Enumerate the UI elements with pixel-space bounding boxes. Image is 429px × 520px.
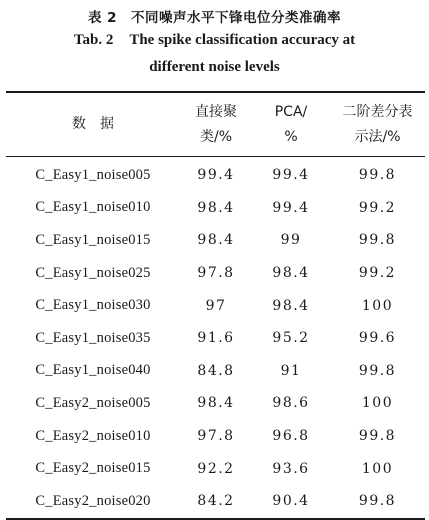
accuracy-table <box>6 91 425 520</box>
cell-pca: 95.2 <box>272 330 310 347</box>
cell-second-order-difference: 99.8 <box>358 362 397 379</box>
table-number-english: Tab. 2 <box>73 32 114 48</box>
table-row <box>6 420 425 453</box>
header-data-label: 数据 <box>72 116 128 132</box>
table-row <box>6 322 425 355</box>
table-body <box>6 157 425 519</box>
table-row <box>6 485 425 519</box>
cell-second-order-difference: 99.2 <box>358 199 397 216</box>
cell-pca: 90.4 <box>252 485 330 519</box>
cell-dataset-name: C_Easy1_noise005 <box>35 166 151 183</box>
table-row <box>6 452 425 485</box>
cell-direct-clustering: 92.2 <box>197 460 235 477</box>
table-row <box>6 192 425 225</box>
cell-direct-clustering: 84.8 <box>197 362 235 379</box>
cell-direct-clustering: 99.4 <box>197 167 235 184</box>
header-pca <box>252 92 330 157</box>
cell-pca: 98.6 <box>272 395 310 412</box>
cell-second-order-difference: 99.8 <box>358 167 397 184</box>
cell-pca: 99.4 <box>272 199 310 216</box>
cell-pca: 96.8 <box>272 428 310 445</box>
cell-direct-clustering: 97.8 <box>197 265 235 282</box>
cell-dataset-name: C_Easy1_noise010 <box>35 199 151 216</box>
cell-second-order-difference: 100 <box>361 460 394 477</box>
table-row <box>6 387 425 420</box>
header-second-order-difference-line1: 二阶差分表 <box>342 103 413 120</box>
cell-second-order-difference: 100 <box>361 297 394 314</box>
cell-direct-clustering: 98.4 <box>197 232 235 249</box>
header-second-order-difference <box>330 92 425 157</box>
header-direct-clustering <box>180 92 252 157</box>
table-row <box>6 157 425 192</box>
cell-dataset-name: C_Easy2_noise010 <box>35 427 151 444</box>
header-direct-clustering-line2: 类/% <box>199 128 233 145</box>
cell-dataset-name: C_Easy1_noise030 <box>35 297 151 314</box>
header-pca-line2: % <box>284 128 298 145</box>
table-caption-chinese <box>0 6 429 26</box>
cell-direct-clustering: 98.4 <box>197 395 235 412</box>
header-pca-line1: PCA/ <box>274 103 308 120</box>
header-second-order-difference-line2: 示法/% <box>354 128 401 145</box>
cell-dataset-name: C_Easy1_noise035 <box>35 329 151 346</box>
cell-dataset-name: C_Easy1_noise040 <box>35 362 151 379</box>
cell-dataset-name: C_Easy2_noise020 <box>6 485 180 519</box>
table-title-english-line2: different noise levels <box>149 59 280 75</box>
cell-dataset-name: C_Easy2_noise005 <box>35 394 151 411</box>
table-title-chinese: 不同噪声水平下锋电位分类准确率 <box>131 10 342 26</box>
table-row <box>6 355 425 388</box>
cell-pca: 99 <box>280 232 302 249</box>
cell-pca: 91 <box>280 362 302 379</box>
cell-direct-clustering: 91.6 <box>197 330 235 347</box>
cell-direct-clustering: 97.8 <box>197 428 235 445</box>
cell-direct-clustering: 97 <box>205 297 227 314</box>
cell-dataset-name: C_Easy1_noise015 <box>35 231 151 248</box>
cell-direct-clustering: 84.2 <box>180 485 252 519</box>
cell-second-order-difference: 99.8 <box>358 428 397 445</box>
cell-pca: 99.4 <box>272 167 310 184</box>
table-title-english-line1: The spike classification accuracy at <box>129 32 356 48</box>
cell-direct-clustering: 98.4 <box>197 199 235 216</box>
header-direct-clustering-line1: 直接聚 <box>195 103 237 120</box>
cell-pca: 93.6 <box>272 460 310 477</box>
table-row <box>6 257 425 290</box>
cell-second-order-difference: 99.8 <box>330 485 425 519</box>
cell-second-order-difference: 100 <box>361 395 394 412</box>
cell-dataset-name: C_Easy1_noise025 <box>35 264 151 281</box>
cell-pca: 98.4 <box>272 265 310 282</box>
table-row <box>6 289 425 322</box>
table-header <box>6 92 425 157</box>
cell-pca: 98.4 <box>272 297 310 314</box>
table-number-chinese: 表 2 <box>87 10 118 26</box>
cell-second-order-difference: 99.8 <box>358 232 397 249</box>
cell-dataset-name: C_Easy2_noise015 <box>35 460 151 477</box>
header-row <box>6 92 425 157</box>
table-row <box>6 224 425 257</box>
header-data <box>6 92 180 157</box>
table-caption-english-line2 <box>0 59 429 76</box>
cell-second-order-difference: 99.2 <box>358 265 397 282</box>
cell-second-order-difference: 99.6 <box>358 330 397 347</box>
table-caption-english-line1 <box>0 32 429 49</box>
